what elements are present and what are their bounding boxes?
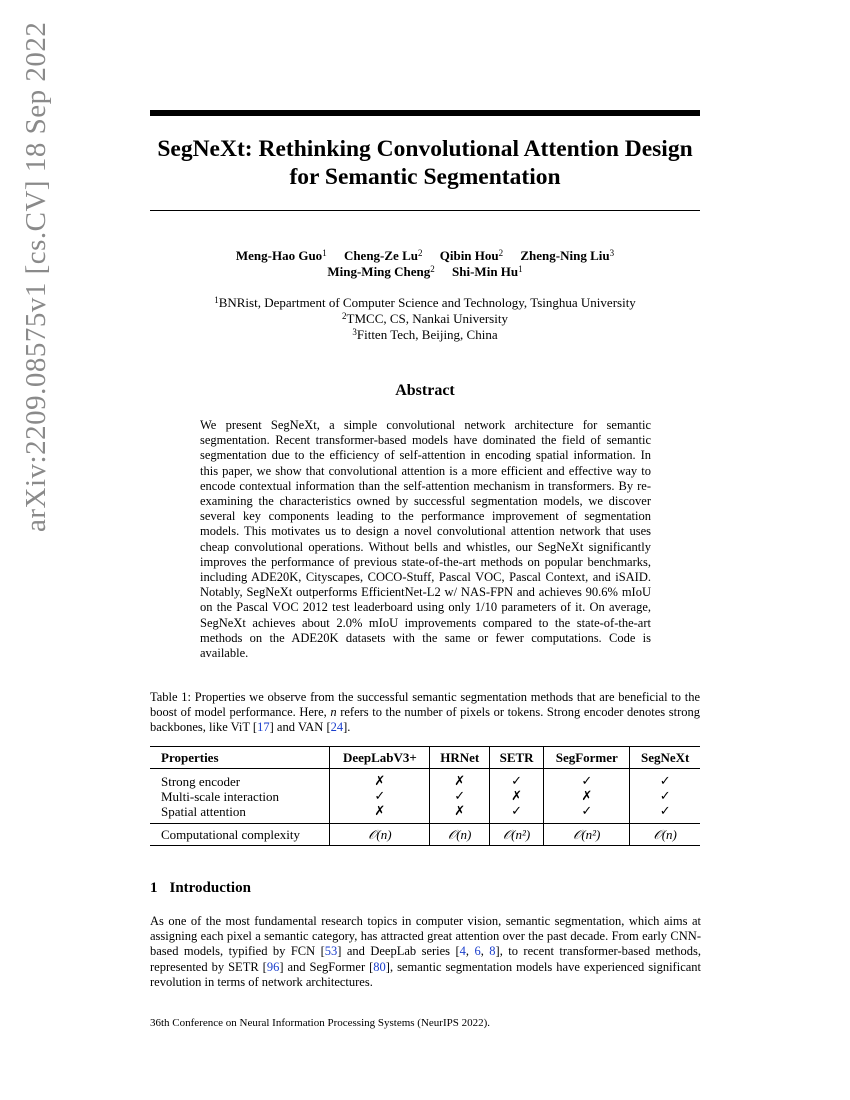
table-cell: ✓ xyxy=(630,789,700,804)
arxiv-stamp: arXiv:2209.08575v1 [cs.CV] 18 Sep 2022 xyxy=(20,21,52,532)
table-cell: 𝒪(n²) xyxy=(490,824,544,846)
citation-link[interactable]: 80 xyxy=(373,959,386,974)
table-cell: ✗ xyxy=(544,789,630,804)
author: Shi-Min Hu$^1$ xyxy=(452,264,523,279)
table-cell: ✓ xyxy=(544,804,630,824)
table-cell: ✓ xyxy=(544,769,630,790)
table-cell: ✓ xyxy=(330,789,430,804)
affiliation: $^3$Fitten Tech, Beijing, China xyxy=(352,327,498,342)
author-list xyxy=(150,248,700,280)
author: Meng-Hao Guo$^1$ xyxy=(235,248,327,263)
row-label: Computational complexity xyxy=(161,827,301,842)
column-header: SETR xyxy=(490,747,544,769)
title-rule-bottom xyxy=(150,210,700,211)
row-label: Multi-scale interaction xyxy=(161,789,280,804)
table-cell: ✗ xyxy=(430,804,490,824)
citation-link[interactable]: 4 xyxy=(459,944,466,959)
citation-link[interactable]: 96 xyxy=(266,959,280,974)
row-label: Spatial attention xyxy=(161,804,246,819)
abstract-text: We present SegNeXt, a simple convolutional network architecture for semantic segmentation. Recent transformer-based models have dominated the field of semantic segmentation due to the efficiency of self-attention in encoding spatial information. In this paper, we show that convolutional attention is a more efficient and effective way to encode contextual information than the self-attention mechanism in transformers. By re-examining the characteristics owned by successful segmentation models, we discover several key components leading to the performance improvement of segmentation models. This motivates us to design a novel convolutional attention network that uses cheap convolutional operations. Without bells and whistles, our SegNeXt significantly improves the performance of previous state-of-the-art methods on popular benchmarks, including ADE20K, Cityscapes, COCO-Stuff, Pascal VOC, Pascal Context, and iSAID. Notably, SegNeXt outperforms EfficientNet-L2 w/ NAS-FPN and achieves 90.6% mIoU on the Pascal VOC 2012 test leaderboard using only 1/10 parameters of it. On average, SegNeXt achieves about 2.0% mIoU improvements compared to the state-of-the-art methods on the ADE20K datasets with the same or fewer computations. Code is available. xyxy=(200,418,651,661)
table-cell: ✓ xyxy=(490,769,544,790)
section-title: Introduction xyxy=(169,880,251,896)
column-header: SegFormer xyxy=(544,747,630,769)
column-header: Properties xyxy=(161,750,219,765)
table-row xyxy=(150,769,700,790)
citation-link[interactable]: 8 xyxy=(489,944,496,959)
citation-link[interactable]: 53 xyxy=(324,944,338,959)
conference-footnote: 36th Conference on Neural Information Processing Systems (NeurIPS 2022). xyxy=(150,1017,491,1029)
table-row xyxy=(150,789,700,804)
affiliation: $^1$BNRist, Department of Computer Science and Technology, Tsinghua University xyxy=(214,295,636,310)
paper-title: SegNeXt: Rethinking Convolutional Attention Design for Semantic Segmentation xyxy=(157,136,693,190)
citation-link[interactable]: 6 xyxy=(474,944,481,959)
table-label: Table 1: xyxy=(150,690,192,704)
column-header: SegNeXt xyxy=(630,747,700,769)
author-line-1 xyxy=(150,248,700,264)
table-cell: 𝒪(n) xyxy=(430,824,490,846)
affiliation: $^2$TMCC, CS, Nankai University xyxy=(342,311,508,326)
table-cell: ✓ xyxy=(430,789,490,804)
table-cell: 𝒪(n²) xyxy=(544,824,630,846)
author: Cheng-Ze Lu$^2$ xyxy=(343,248,423,263)
title-rule-top xyxy=(150,110,700,116)
section-heading xyxy=(150,880,251,897)
table-cell: 𝒪(n) xyxy=(630,824,700,846)
column-header: DeepLabV3+ xyxy=(330,747,430,769)
table-header-row xyxy=(150,747,700,769)
table-cell: ✗ xyxy=(330,769,430,790)
table-caption: Table 1: Properties we observe from the successful semantic segmentation methods that are beneficial to the boost of model performance. Here, n refers to the number of pixels or tokens. Strong encoder denotes strong backbones, like ViT [17] and VAN [24]. xyxy=(150,690,701,735)
intro-paragraph: As one of the most fundamental research topics in computer vision, semantic segmentation, which aims at assigning each pixel a semantic category, has attracted great attention over the past decade. From early CNN-based models, typified by FCN [53] and DeepLab series [4, 6, 8], to recent transformer-based methods, represented by SETR [96] and SegFormer [80], semantic segmentation models have experienced significant revolution in terms of network architectures. xyxy=(150,914,702,989)
citation-link[interactable]: 17 xyxy=(257,720,270,735)
math-variable: n xyxy=(330,705,337,720)
table-cell: ✗ xyxy=(330,804,430,824)
table-cell: 𝒪(n) xyxy=(330,824,430,846)
row-label: Strong encoder xyxy=(161,774,241,789)
column-header: HRNet xyxy=(430,747,490,769)
author: Qibin Hou$^2$ xyxy=(439,248,504,263)
table-cell: ✓ xyxy=(630,769,700,790)
table-row xyxy=(150,824,700,846)
citation-link[interactable]: 24 xyxy=(330,720,344,735)
table-cell: ✗ xyxy=(490,789,544,804)
table-cell: ✓ xyxy=(630,804,700,824)
affiliation-list xyxy=(150,295,700,343)
table-cell: ✗ xyxy=(430,769,490,790)
author-line-2 xyxy=(150,264,700,280)
table-cell: ✓ xyxy=(490,804,544,824)
author: Ming-Ming Cheng$^2$ xyxy=(327,264,435,279)
properties-table xyxy=(150,746,700,846)
abstract-heading: Abstract xyxy=(395,382,455,399)
table-row xyxy=(150,804,700,824)
section-number: 1 xyxy=(150,880,158,896)
author: Zheng-Ning Liu$^3$ xyxy=(520,248,615,263)
